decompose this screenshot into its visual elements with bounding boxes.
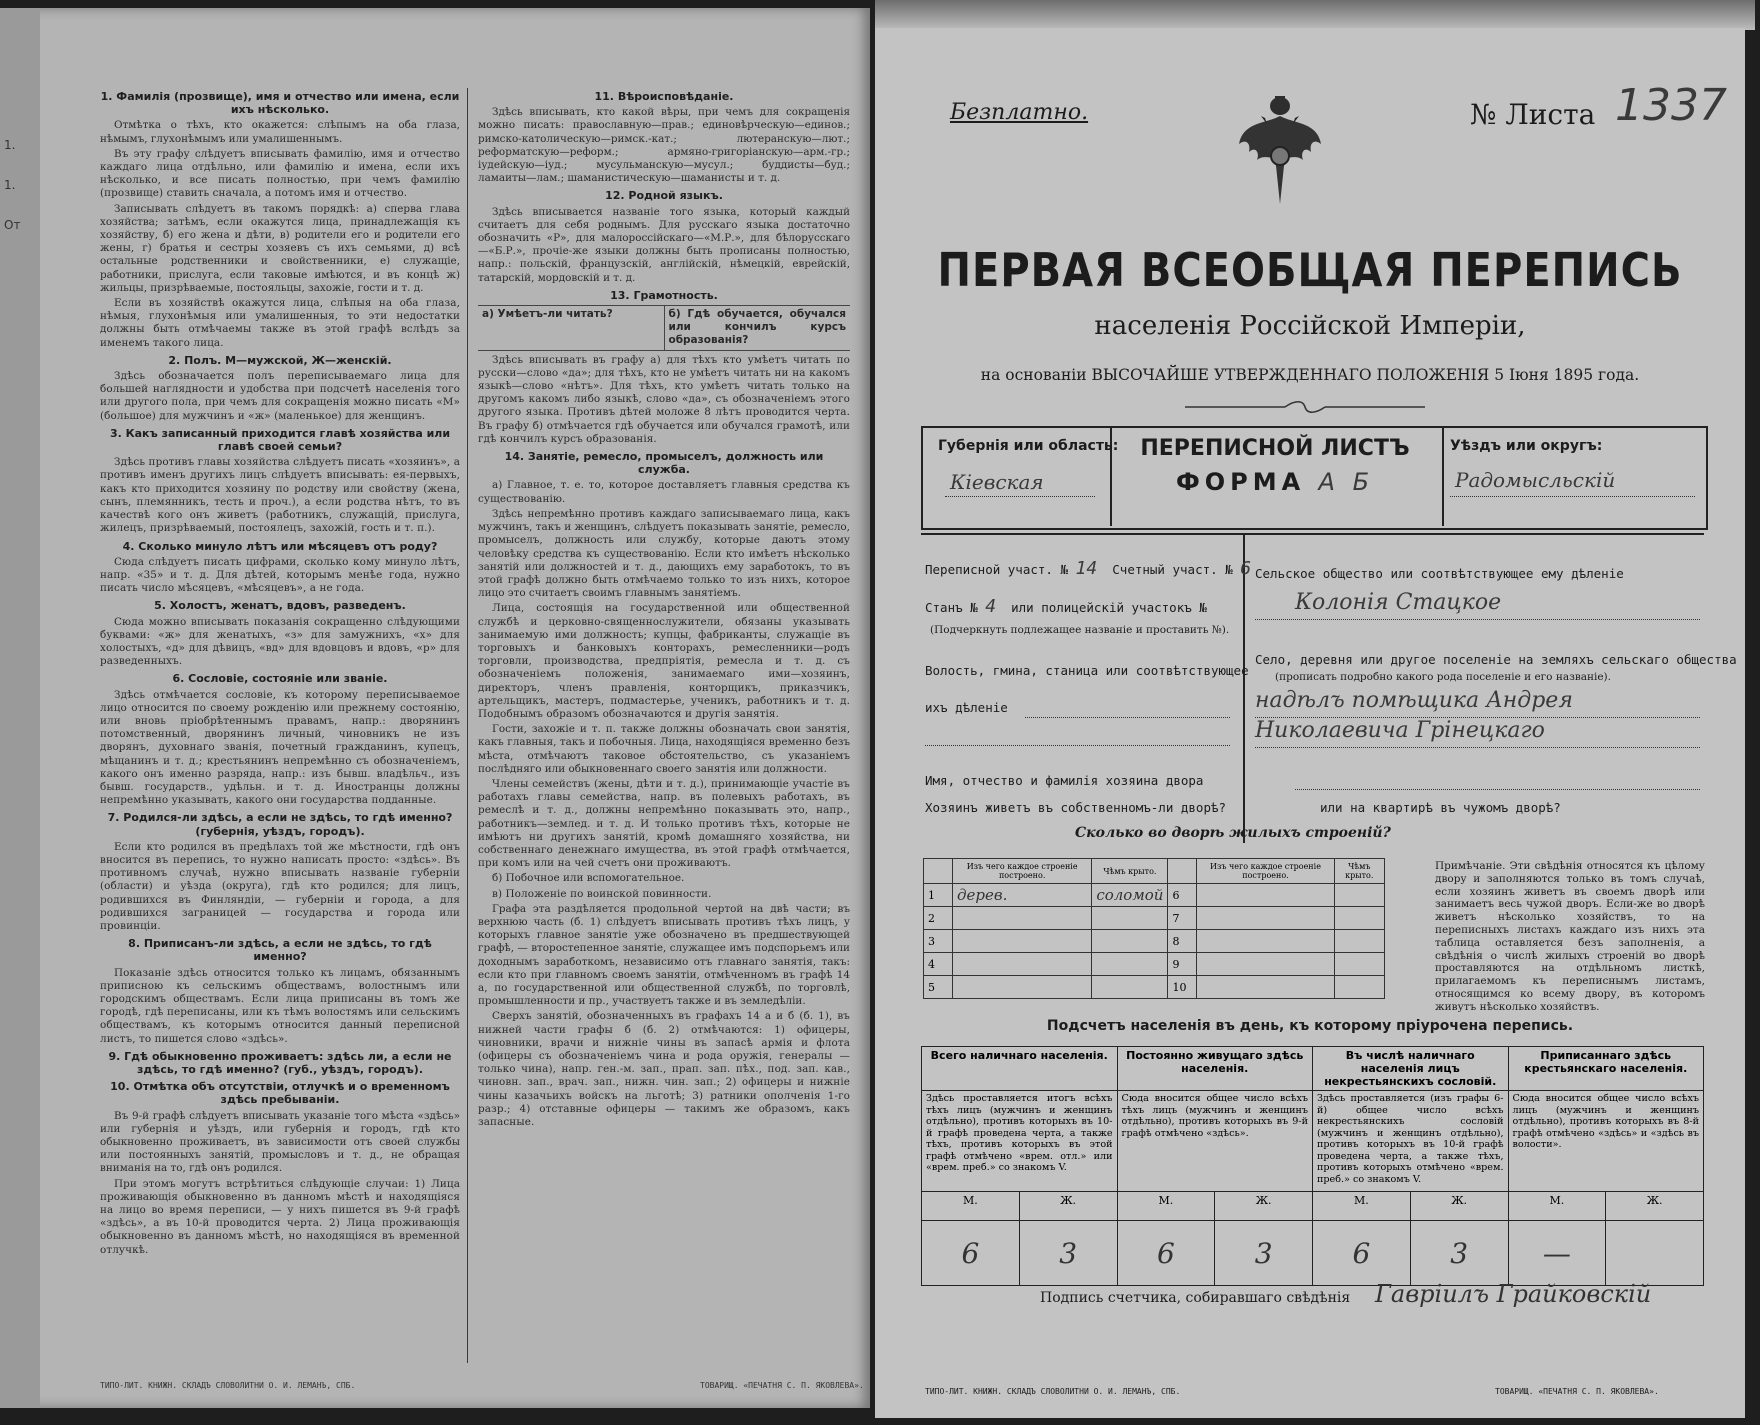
instruction-heading: 10. Отмѣтка объ отсутствіи, отлучкѣ и о временномъ здѣсь пребываніи.: [110, 1080, 450, 1107]
instruction-heading: 2. Полъ. М—мужской, Ж—женскій.: [168, 353, 392, 367]
count-title: Подсчетъ населенія въ день, къ которому пріурочена перепись.: [1046, 1018, 1574, 1034]
building-roof: [1092, 930, 1168, 953]
instruction-heading: 9. Гдѣ обыкновенно проживаетъ: здѣсь ли, а если не здѣсь, то гдѣ именно? (губ., уѣздъ, городъ).: [108, 1049, 452, 1077]
building-number: 2: [924, 907, 953, 930]
buildings-table-header: [1168, 859, 1197, 884]
census-district-field: [925, 558, 1251, 579]
instruction-heading: 7. Родился-ли здѣсь, а если не здѣсь, то гдѣ именно? (губернія, уѣздъ, городъ).: [107, 811, 453, 838]
table-row: [924, 976, 1385, 999]
building-material: дерев.: [953, 884, 1092, 907]
volost-label-1: Волость, гмина, станица или соотвѣтствующее: [925, 663, 1249, 678]
building-number: 4: [924, 953, 953, 976]
building-number: 9: [1168, 953, 1197, 976]
count-value: 6: [1117, 1221, 1215, 1286]
building-material: [953, 907, 1092, 930]
owner-lives-alt: или на квартирѣ въ чужомъ дворѣ?: [1320, 800, 1561, 815]
building-roof: [1334, 884, 1384, 907]
police-district-label: или полицейскій участокъ №: [1011, 600, 1207, 615]
count-value: 3: [1019, 1221, 1117, 1286]
population-count-table: [921, 1046, 1704, 1286]
province-value: Кіевская: [950, 470, 1044, 494]
instruction-paragraph: Члены семействъ (жены, дѣти и т. д.), принимающіе участіе въ работахъ главы семейства, напр. въ полевыхъ работахъ, въ ремеслѣ и т. д., должны непремѣнно показывать это, напр., работникъ—землед. и т. д. И только противъ тѣхъ, которые не имѣютъ ни другихъ занятій, кромѣ домашняго хозяйства, ни собственнаго денежнаго имущества, въ этой графѣ отмѣчается, при комъ или на чей счетъ они проживаютъ.: [478, 777, 850, 870]
form-type: [1115, 468, 1435, 496]
volost-line: [1025, 716, 1230, 718]
left-instructions-page: [0, 8, 870, 1408]
count-value: [1606, 1221, 1704, 1286]
form-label: ФОРМА: [1175, 468, 1306, 496]
instruction-subheading: б) Гдѣ обучается, обучался или кончилъ курсъ образованія?: [664, 306, 851, 350]
table-row: [924, 930, 1385, 953]
owner-lives-label: Хозяинъ живетъ въ собственномъ-ли дворѣ?: [925, 800, 1227, 815]
literacy-subheadings: [478, 305, 850, 351]
instruction-paragraph: Здѣсь вписывается названіе того языка, который каждый считаетъ для себя роднымъ. Для русскаго языка достаточно обозначить «Р», для малороссійскаго—«М.Р.», для бѣлорусскаго—«Б.Р.», прочіе-же языки должны быть прописаны полностью, напр.: польскій, французскій, англійскій, нѣмецкій, еврейскій, татарскій, мордовскій и т. д.: [478, 205, 850, 284]
free-of-charge-label: Безплатно.: [950, 100, 1089, 125]
form-value: А Б: [1318, 468, 1375, 496]
census-district-value: 14: [1075, 558, 1098, 579]
stan-field: [925, 596, 1207, 617]
previous-page-edge: [0, 8, 40, 1408]
building-roof: [1092, 976, 1168, 999]
owner-name-line: [1295, 788, 1700, 790]
instruction-paragraph: а) Главное, т. е. то, которое доставляетъ главныя средства къ существованію.: [478, 479, 850, 505]
building-number: 5: [924, 976, 953, 999]
instruction-heading: 12. Родной языкъ.: [605, 189, 723, 203]
instruction-paragraph: б) Побочное или вспомогательное.: [492, 872, 685, 885]
building-roof: [1334, 930, 1384, 953]
imperial-eagle-emblem: [1235, 94, 1325, 214]
enumerator-signature: Гаврiилъ Грайковскiй: [1375, 1280, 1652, 1308]
village-value-2: Николаевича Грінецкаго: [1255, 718, 1545, 743]
instruction-paragraph: Сюда можно вписывать показанія сокращенно слѣдующими буквами: «ж» для женатыхъ, «з» для замужнихъ, «х» для холостыхъ, «д» для дѣвицъ, «вд» для вдовцовъ и вдовъ, «р» для разведенныхъ.: [100, 615, 460, 668]
enumerator-signature-label: Подпись счетчика, собиравшаго свѣдѣнія: [1040, 1290, 1351, 1306]
instruction-heading: 4. Сколько минуло лѣтъ или мѣсяцевъ отъ роду?: [122, 539, 438, 553]
building-number: 7: [1168, 907, 1197, 930]
village-note: (прописать подробно какого рода поселеніе и его названіе).: [1275, 671, 1611, 683]
sheet-number-label: № Листа: [1470, 98, 1596, 131]
counting-district-label: Счетный участ. №: [1112, 562, 1233, 577]
province-line: [945, 496, 1095, 497]
building-material: [1197, 884, 1334, 907]
instruction-heading: 3. Какъ записанный приходится главѣ хозяйства или главѣ своей семьи?: [109, 426, 451, 454]
printer-imprint-right: ТОВАРИЩ. «ПЕЧАТНЯ С. П. ЯКОВЛЕВА».: [700, 1381, 864, 1390]
instruction-paragraph: Здѣсь противъ главы хозяйства слѣдуетъ писать «хозяинъ», а противъ именъ другихъ лицъ слѣдуетъ вписывать: ея-первыхъ, какъ кто приходится хозяину по родству или свойству (жена, сынъ, племянникъ, тесть и проч.), а если родства нѣтъ, то въ качествѣ кого онъ живетъ (работникъ, служащій, прислуга, жилецъ, призрѣваемый, постоялецъ, захожій, гость и т. п.).: [100, 456, 460, 535]
count-value: 6: [1313, 1221, 1411, 1286]
instruction-paragraph: Здѣсь непремѣнно противъ каждаго записываемаго лица, какъ мужчинъ, такъ и женщинъ, слѣдуетъ показывать занятіе, ремесло, промыселъ, должность или службу, которые даютъ этому человѣку средства къ существованію. Если кто имѣетъ нѣсколько занятій или должностей и т. д., дающихъ ему заработокъ, то въ этой графѣ должно быть отмѣчаемо только то изъ нихъ, которое лицо это считаетъ своимъ главнымъ занятіемъ.: [478, 507, 850, 600]
buildings-question: Сколько во дворѣ жилыхъ строеній?: [1075, 825, 1391, 841]
male-column-label: М.: [1313, 1192, 1411, 1221]
instructions-column-2: [478, 86, 850, 1131]
instruction-paragraph: Если кто родился въ предѣлахъ той же мѣстности, гдѣ онъ вносится въ перепись, то нужно написать просто: «здѣсь». Въ противномъ случаѣ, нужно вписывать названіе губерніи (области) и уѣзда (округа), гдѣ кто родился; для лицъ, родившихся въ Финляндіи, — губерніи и города, а для родившихся заграницей — государства и города или провинціи.: [100, 840, 460, 932]
stan-value: 4: [985, 596, 997, 617]
count-value: 6: [922, 1221, 1020, 1286]
instruction-paragraph: Здѣсь обозначается полъ переписываемаго лица для большей наглядности и удобства при подсчетѣ населенія того или другого пола, при чемъ для сокращенія можно писать «М» (большое) для мужчинъ и «ж» (маленькое) для женщинъ.: [100, 370, 460, 422]
female-column-label: Ж.: [1215, 1192, 1313, 1221]
count-value: 3: [1410, 1221, 1508, 1286]
count-description: Здѣсь проставляется (изъ графы 6-й) общее число всѣхъ некрестьянскихъ сословій (мужчинъ и женщинъ отдѣльно), противъ которыхъ въ 10-й графѣ проведена черта, а также тѣхъ, противъ которыхъ отмѣчено «врем. преб.» со знакомъ V.: [1313, 1091, 1509, 1192]
building-number: 6: [1168, 884, 1197, 907]
decorative-rule: [1185, 400, 1425, 414]
printer-imprint-left: ТИПО-ЛИТ. КНИЖН. СКЛАДЪ СЛОВОЛИТНИ О. И. ЛЕМАНЪ, СПБ.: [925, 1387, 1181, 1396]
building-roof: [1092, 907, 1168, 930]
building-roof: [1334, 907, 1384, 930]
instruction-paragraph: Здѣсь вписывать, кто какой вѣры, при чемъ для сокращенія можно писать: православную—прав.; единовѣрческую—единов.; римско-католическую—римск.-кат.; лютеранскую—лют.; реформатскую—реформ.; армяно-григоріанскую—арм.-гр.; іудейскую—іуд.; мусульманскую—мусул.; буддисты—буд.; ламаиты—лам.; шаманистическую—шаманисты и т. д.: [478, 106, 850, 185]
count-header: Въ числѣ наличнаго населенія лицъ некрестьянскихъ сословій.: [1313, 1047, 1509, 1091]
female-column-label: Ж.: [1410, 1192, 1508, 1221]
stan-label: Станъ №: [925, 600, 978, 615]
instruction-paragraph: Здѣсь вписывать въ графу а) для тѣхъ кто умѣетъ читать по русски—слово «да»; для тѣхъ, кто не умѣетъ читать ни на какомъ языкѣ—слово «нѣтъ». Для тѣхъ, кто умѣетъ читать только на другомъ какомъ либо языкѣ, слово «да», съ обозначеніемъ этого другого языка. Противъ дѣтей моложе 8 лѣтъ проводится черта. Въ графу б) отмѣчается гдѣ обучается или обучался грамотѣ, или гдѣ кончилъ курсъ образованія.: [478, 353, 850, 445]
building-roof: соломой: [1092, 884, 1168, 907]
instruction-heading: 13. Грамотность.: [610, 288, 718, 302]
male-column-label: М.: [1117, 1192, 1215, 1221]
province-label: Губернія или область:: [938, 438, 1119, 454]
male-column-label: М.: [1508, 1192, 1606, 1221]
instruction-heading: 11. Вѣроисповѣданіе.: [594, 90, 734, 103]
count-header: Всего наличнаго населенія.: [922, 1047, 1118, 1091]
building-number: 3: [924, 930, 953, 953]
building-material: [1197, 976, 1334, 999]
count-description: Сюда вносится общее число всѣхъ тѣхъ лицъ (мужчинъ и женщинъ отдѣльно), противъ которыхъ въ 9-й графѣ отмѣчено «здѣсь».: [1117, 1091, 1313, 1192]
edge-note: 1.: [4, 178, 16, 192]
instruction-paragraph: Показаніе здѣсь относится только къ лицамъ, обязаннымъ приписною къ сельскимъ обществамъ, волостнымъ или городскимъ обществамъ. Если лица приписаны въ томъ же городѣ, гдѣ переписаны, или къ тѣмъ волостямъ или сельскимъ обществамъ, къ которымъ относится данный переписной листъ, то пишется слово «здѣсь».: [100, 966, 460, 1045]
building-material: [953, 953, 1092, 976]
volost-line: [925, 744, 1230, 746]
instruction-paragraph: Здѣсь отмѣчается сословіе, къ которому переписываемое лицо относится по своему рожденію или прежнему состоянію, или вновь пріобрѣтеннымъ правамъ, напр.: дворянинъ потомственный, дворянинъ личный, чиновникъ не изъ дворянъ, духовнаго званія, почетный гражданинъ, купецъ, мѣщанинъ и т. д.; крестьянинъ непремѣнно съ обозначеніемъ, какого онъ именно разряда, напр.: изъ бывш. владѣльч., изъ бывш. государств., удѣльн. и т. д. Иностранцы должны непремѣнно указывать, какого они государства подданные.: [100, 688, 460, 807]
instruction-heading: 1. Фамилія (прозвище), имя и отчество или имена, если ихъ нѣсколько.: [100, 90, 460, 117]
counting-district-value: 6: [1240, 558, 1252, 579]
underline-note: (Подчеркнуть подлежащее названіе и проставить №).: [930, 624, 1230, 636]
printer-imprint-left: ТИПО-ЛИТ. КНИЖН. СКЛАДЪ СЛОВОЛИТНИ О. И. ЛЕМАНЪ, СПБ.: [100, 1381, 356, 1390]
count-description: Здѣсь проставляется итогъ всѣхъ тѣхъ лицъ (мужчинъ и женщинъ отдѣльно), противъ которыхъ въ 10-й графѣ проведена черта, а также тѣхъ, противъ которыхъ въ этой графѣ отмѣчено «врем. отл.» или «врем. преб.» со знакомъ V.: [922, 1091, 1118, 1192]
building-roof: [1334, 953, 1384, 976]
edge-note: 1.: [4, 138, 16, 152]
form-subtitle: населенія Россійской Имперіи,: [1094, 311, 1526, 341]
instruction-paragraph: Гости, захожіе и т. п. также должны обозначать свои занятія, какъ главныя, такъ и побочныя. Лица, находящіяся временно безъ мѣста, отмѣчаютъ таковое обстоятельство, съ указаніемъ послѣдняго или обыкновеннаго своего занятія или должности.: [478, 723, 850, 775]
instruction-paragraph: Въ 9-й графѣ слѣдуетъ вписывать указаніе того мѣста «здѣсь» или губернія и уѣздъ, или губернія и городъ, гдѣ кто обыкновенно проживаетъ, въ зависимости отъ своей службы или постоянныхъ занятій, промысловъ и т. д., не обращая вниманія на то, гдѣ онъ родился.: [100, 1109, 460, 1175]
volost-label-2: ихъ дѣленіе: [925, 700, 1008, 715]
building-material: [1197, 907, 1334, 930]
community-label: Сельское общество или соотвѣтствующее ему дѣленіе: [1255, 566, 1624, 581]
buildings-table-header: Чѣмъ крыто.: [1334, 859, 1384, 884]
female-column-label: Ж.: [1606, 1192, 1704, 1221]
buildings-table-header: Изъ чего каждое строеніе построено.: [1197, 859, 1334, 884]
building-number: 1: [924, 884, 953, 907]
sheet-number-value: 1337: [1615, 80, 1727, 131]
instruction-heading: 8. Приписанъ-ли здѣсь, а если не здѣсь, то гдѣ именно?: [128, 937, 432, 964]
count-header: Приписаннаго здѣсь крестьянскаго населенія.: [1508, 1047, 1704, 1091]
form-title: ПЕРВАЯ ВСЕОБЩАЯ ПЕРЕПИСЬ: [937, 244, 1683, 298]
village-label: Село, деревня или другое поселеніе на земляхъ сельскаго общества: [1255, 652, 1737, 667]
count-value: —: [1508, 1221, 1606, 1286]
instruction-paragraph: Записывать слѣдуетъ въ такомъ порядкѣ: а) сперва глава хозяйства; затѣмъ, если окажутся лица, принадлежащія къ хозяйству, б) его жена и дѣти, в) родители его и родители его жены, г) братья и сестры хозяевъ съ ихъ семьями, д) всѣ остальные родственники и свойственники, е) служащіе, работники, прислуга, если таковые имѣются, и въ концѣ ж) жильцы, призрѣваемые, постояльцы, захожіе, гости и т. д.: [100, 202, 460, 294]
column-divider: [467, 88, 468, 1363]
building-material: [1197, 930, 1334, 953]
instruction-heading: 5. Холостъ, женатъ, вдовъ, разведенъ.: [154, 599, 406, 613]
fields-divider: [1243, 533, 1245, 843]
census-district-label: Переписной участ. №: [925, 562, 1068, 577]
table-row: [924, 884, 1385, 907]
instruction-paragraph: в) Положеніе по воинской повинности.: [492, 887, 712, 900]
instruction-paragraph: Отмѣтка о тѣхъ, кто окажется: слѣпымъ на оба глаза, нѣмымъ, глухонѣмымъ или умалишеннымъ.: [100, 119, 460, 145]
buildings-table-header: Чѣмъ крыто.: [1092, 859, 1168, 884]
building-material: [953, 976, 1092, 999]
district-line: [1450, 496, 1695, 497]
instruction-paragraph: Графа эта раздѣляется продольной чертой на двѣ части; въ верхнюю часть (б. 1) слѣдуетъ вписывать противъ тѣхъ лицъ, у которыхъ главное занятіе уже обозначено въ предшествующей графѣ, — второстепенное занятіе, служащее имъ подспорьемъ или доходнымъ заработкомъ, независимо отъ главнаго занятія, такъ: если кто при главномъ своемъ занятіи, отмѣченномъ въ графѣ 14 а, по государственной или общественной службѣ, по торговлѣ, промышленности и пр., участвуетъ также и въ земледѣліи.: [478, 902, 850, 1008]
buildings-table: [923, 858, 1385, 999]
section-rule: [921, 533, 1704, 535]
owner-name-label: Имя, отчество и фамилія хозяина двора: [925, 773, 1204, 788]
buildings-note: Примѣчаніе. Эти свѣдѣнія относятся къ цѣлому двору и заполняются только въ томъ случаѣ, если хозяинъ живетъ въ своемъ дворѣ или занимаетъ весь чужой дворъ. Если-же во дворѣ живетъ нѣсколько хозяйствъ, то на переписныхъ листахъ каждаго изъ нихъ эта таблица оставляется безъ заполненія, а свѣдѣнія о числѣ жилыхъ строеній во дворѣ проставляются на отдѣльномъ листкѣ, прилагаемомъ къ переписнымъ листамъ, относящимся ко всему двору, въ которомъ живутъ нѣсколько хозяйствъ.: [1435, 860, 1705, 1013]
buildings-table-header: Изъ чего каждое строеніе построено.: [953, 859, 1092, 884]
village-line: [1255, 746, 1700, 748]
instructions-column-1: [100, 86, 460, 1259]
count-description: Сюда вносится общее число всѣхъ лицъ (мужчинъ и женщинъ отдѣльно), противъ которыхъ въ 8-й графѣ отмѣчено «здѣсь» и «здѣсь въ волости».: [1508, 1091, 1704, 1192]
village-value-1: надѣлъ помѣщика Андрея: [1255, 688, 1573, 713]
building-number: 8: [1168, 930, 1197, 953]
building-number: 10: [1168, 976, 1197, 999]
female-column-label: Ж.: [1019, 1192, 1117, 1221]
instruction-paragraph: Сюда слѣдуетъ писать цифрами, сколько кому минуло лѣтъ, напр. «35» и т. д. Для дѣтей, которымъ менѣе года, нужно писать число мѣсяцевъ, «мѣсяцевъ», а не года.: [100, 555, 460, 595]
instruction-paragraph: Сверхъ занятій, обозначенныхъ въ графахъ 14 а и б (б. 1), въ нижней части графы б (б. 2) отмѣчаются: 1) офицеры, чиновники, врачи и нижніе чины въ запасѣ армія и флота (офицеры съ обозначеніемъ чина и рода оружія, генералы — только чина), напр. ген.-м. зап., прап. зап. пѣх., под. зап. кав., чиновн. зап., врач. зап., нижн. чин. зап.; 2) офицеры и нижніе чины казачьихъ войскъ на льготѣ; 3) ратники ополченія 1-го разр.; 4) отставные офицеры — такимъ же образомъ, какъ запасные.: [478, 1010, 850, 1129]
building-material: [953, 930, 1092, 953]
instruction-heading: 6. Сословіе, состояніе или званіе.: [172, 672, 388, 686]
instruction-paragraph: Если въ хозяйствѣ окажутся лица, слѣпыя на оба глаза, нѣмыя, глухонѣмыя или умалишенныя, то эти недостатки должны быть отмѣчаемы также въ этой графѣ вслѣдъ за именемъ такого лица.: [100, 297, 460, 349]
table-row: [924, 907, 1385, 930]
district-label: Уѣздъ или округъ:: [1450, 438, 1603, 454]
count-header: Постоянно живущаго здѣсь населенія.: [1117, 1047, 1313, 1091]
district-value: Радомысльскій: [1455, 468, 1616, 492]
census-sheet-title: ПЕРЕПИСНОЙ ЛИСТЪ: [1140, 436, 1410, 461]
instruction-paragraph: При этомъ могутъ встрѣтиться слѣдующіе случаи: 1) Лица проживающія обыкновенно въ данномъ мѣстѣ и находящіяся на лицо во время переписи, — у нихъ пишется въ 9-й графѣ «здѣсь», а въ 10-й проводится черта. 2) Лица проживающія обыкновенно въ данномъ мѣстѣ, но находящіяся въ временной отлучкѣ.: [100, 1177, 460, 1256]
printer-imprint-right: ТОВАРИЩ. «ПЕЧАТНЯ С. П. ЯКОВЛЕВА».: [1495, 1387, 1659, 1396]
instruction-subheading: а) Умѣетъ-ли читать?: [482, 308, 613, 321]
instruction-paragraph: Въ эту графу слѣдуетъ вписывать фамилію, имя и отчество каждаго лица отдѣльно, или фамилію и имена, если ихъ нѣсколько, и все писать полностью, при чемъ фамилію (прозвище) ставить сначала, а потомъ имя и отчество.: [100, 147, 460, 200]
instruction-paragraph: Лица, состоящія на государственной или общественной службѣ и церковно-священнослужители, обязаны указывать занимаемую ими должность; купцы, фабриканты, служащіе въ торговыхъ и банковыхъ конторахъ, ремесленники—родъ торговли, производства, предпріятія, ремесла и т. д. съ обозначеніемъ положенія, занимаемаго ими—хозяинъ, директоръ, членъ правленія, конторщикъ, приказчикъ, артельщикъ, мастеръ, подмастерье, ученикъ, работникъ и т. д. Подобнымъ образомъ обозначаются и другія занятія.: [478, 602, 850, 720]
male-column-label: М.: [922, 1192, 1020, 1221]
community-value: Колонія Стацкое: [1295, 590, 1502, 615]
legal-basis-line: на основаніи ВЫСОЧАЙШЕ УТВЕРЖДЕННАГО ПОЛОЖЕНІЯ 5 Іюня 1895 года.: [980, 366, 1640, 384]
building-roof: [1092, 953, 1168, 976]
table-row: [924, 953, 1385, 976]
paper-stack-edge: [875, 0, 1755, 30]
buildings-table-header: [924, 859, 953, 884]
census-form-page: [875, 28, 1745, 1418]
community-line: [1255, 618, 1700, 620]
building-material: [1197, 953, 1334, 976]
count-value: 3: [1215, 1221, 1313, 1286]
edge-note: От: [4, 218, 21, 232]
building-roof: [1334, 976, 1384, 999]
instruction-heading: 14. Занятіе, ремесло, промыселъ, должность или служба.: [504, 450, 824, 477]
